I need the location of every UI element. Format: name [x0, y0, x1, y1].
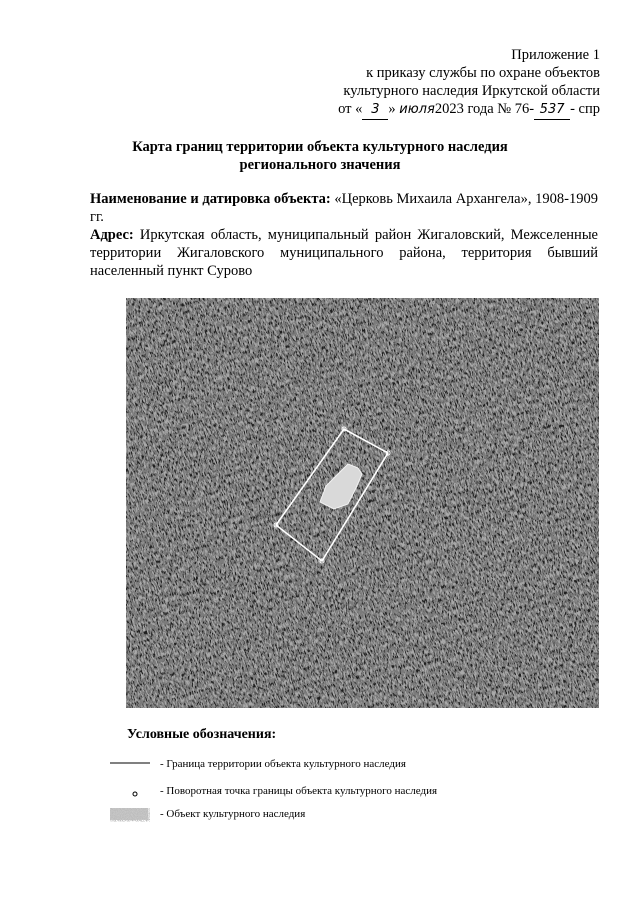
- order-number: 537: [534, 101, 570, 120]
- title-line-1: Карта границ территории объекта культурного наследия: [132, 139, 508, 155]
- appendix-line-2: к приказу службы по охране объектов: [366, 65, 600, 81]
- object-info: [90, 190, 598, 280]
- object-address-value: Иркутская область, муниципальный район Жигаловский, Межселенные территории Жигаловского муниципального района, территория бывший населенный пункт Сурово: [90, 227, 598, 279]
- date-month: июля: [399, 102, 435, 117]
- legend-item-text: - Поворотная точка границы объекта культурного наследия: [160, 785, 438, 797]
- date-mid: »: [388, 101, 396, 117]
- date-suffix: - спр: [570, 101, 600, 117]
- appendix-line-3: культурного наследия Иркутской области: [343, 83, 600, 99]
- heritage-object-icon: [110, 808, 150, 822]
- turning-point-icon: [110, 785, 150, 799]
- appendix-date-line: [338, 100, 600, 120]
- object-address: [90, 226, 598, 280]
- object-address-label: Адрес:: [90, 227, 134, 243]
- legend-title: Условные обозначения:: [127, 727, 277, 742]
- legend-item-text: - Граница территории объекта культурного наследия: [160, 758, 406, 770]
- date-prefix: от «: [338, 101, 363, 117]
- map-image: [126, 298, 599, 708]
- document-title: [0, 138, 640, 174]
- legend-item-text: - Объект культурного наследия: [160, 808, 306, 820]
- appendix-header: [338, 46, 600, 120]
- boundary-line-icon: [110, 758, 150, 768]
- title-line-2: регионального значения: [239, 157, 401, 173]
- boundary-map: [126, 298, 599, 708]
- date-day: 3: [362, 101, 388, 120]
- object-name-label: Наименование и датировка объекта:: [90, 191, 331, 207]
- object-name-value: «Церковь Михаила Архангела», 1908-1909 гг.: [90, 191, 598, 225]
- appendix-line-1: Приложение 1: [511, 47, 600, 63]
- date-year: 2023 года № 76-: [434, 101, 535, 117]
- object-name: [90, 190, 598, 226]
